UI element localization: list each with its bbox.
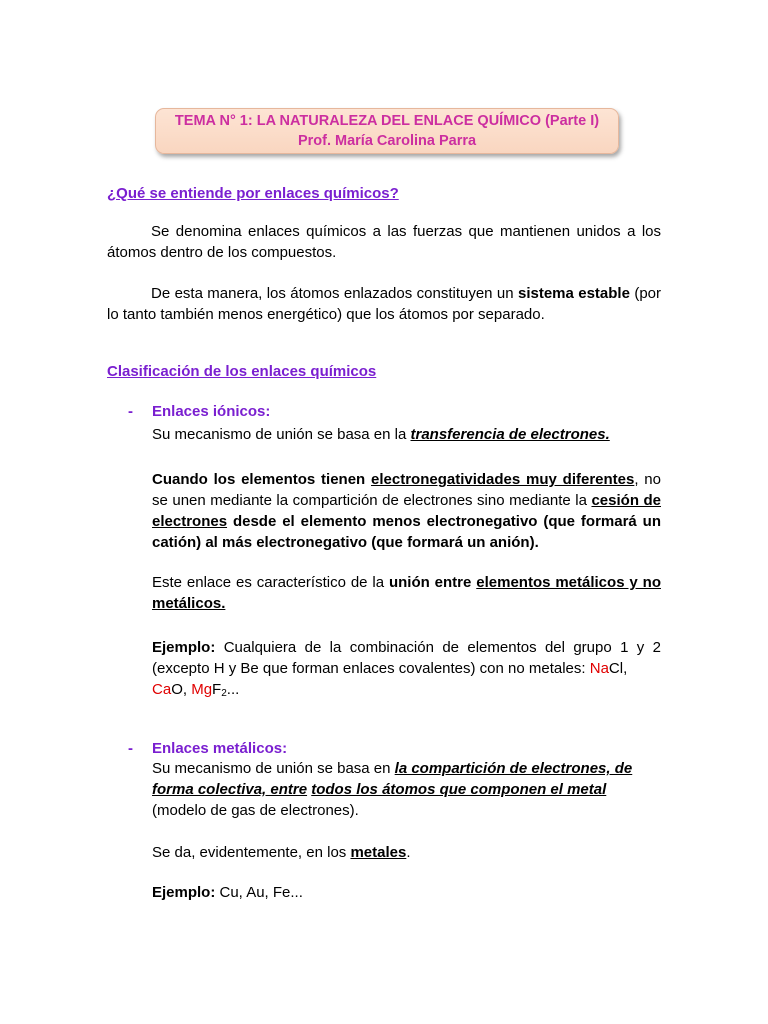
author-name: Prof. María Carolina Parra <box>297 133 477 149</box>
text: Cuando los elementos tienen <box>152 471 372 488</box>
text: (modelo de gas de electrones). <box>152 802 359 819</box>
ionic-mechanism <box>152 424 610 445</box>
text: desde el elemento menos electronegativo (que formará un catión) al más electronegativo (que formará un anión). <box>152 513 661 551</box>
ionic-example-paragraph <box>152 637 661 700</box>
transfer-term: transferencia de electrones. <box>410 426 610 443</box>
cesion-term: cesión de electrones <box>152 492 661 530</box>
ellipsis: ... <box>226 681 240 698</box>
title-box <box>155 108 619 154</box>
electronegativity-term: electronegatividades muy diferentes <box>371 471 635 488</box>
metallic-example <box>152 882 303 903</box>
separator: , <box>182 681 192 698</box>
example-label: Ejemplo: <box>152 639 216 656</box>
ionic-characteristic-paragraph <box>152 572 661 614</box>
metales-term: metales <box>350 844 407 861</box>
text: Su mecanismo de unión se basa en <box>152 760 395 777</box>
section-heading-definition: ¿Qué se entiende por enlaces químicos? <box>107 185 399 202</box>
text: De esta manera, los átomos enlazados constituyen un <box>151 285 518 302</box>
text: Se da, evidentemente, en los <box>152 844 351 861</box>
separator: , <box>623 660 628 677</box>
metallic-mechanism <box>152 758 661 821</box>
metallic-bonds-title: Enlaces metálicos: <box>152 740 288 757</box>
list-bullet: - <box>128 740 133 757</box>
ionic-electronegativity-paragraph <box>152 469 661 553</box>
element-cl: Cl <box>608 660 624 677</box>
collective-sharing-term: la compartición de electrones, de forma colectiva, entre <box>152 760 633 798</box>
sistema-estable-term: sistema estable <box>517 285 630 302</box>
text: , no se unen mediante la compartición de electrones sino mediante la <box>152 471 661 509</box>
text: Cu, Au, Fe... <box>215 884 303 901</box>
element-na: Na <box>589 660 609 677</box>
text: Este enlace es característico de la <box>152 574 389 591</box>
ionic-bonds-title: Enlaces iónicos: <box>152 403 271 420</box>
element-ca: Ca <box>152 681 172 698</box>
element-mg: Mg <box>191 681 213 698</box>
definition-paragraph: Se denomina enlaces químicos a las fuerzas que mantienen unidos a los átomos dentro de los compuestos. <box>107 223 661 261</box>
list-bullet: - <box>128 403 133 420</box>
metal-nonmetal-term: elementos metálicos y no metálicos. <box>152 574 661 612</box>
subscript: 2 <box>221 688 227 699</box>
element-o: O <box>171 681 183 698</box>
text: unión entre <box>388 574 477 591</box>
text: (por lo tanto también menos energético) que los átomos por separado. <box>107 285 662 323</box>
document-title: TEMA N° 1: LA NATURALEZA DEL ENLACE QUÍMICO (Parte I) <box>174 113 600 129</box>
text: Cualquiera de la combinación de elementos del grupo 1 y 2 (excepto H y Be que forman enlaces covalentes) con no metales: <box>152 639 661 677</box>
all-atoms-term: todos los átomos que componen el metal <box>311 781 607 798</box>
element-f: F <box>212 681 222 698</box>
stability-paragraph <box>107 283 661 325</box>
text: Su mecanismo de unión se basa en la <box>152 426 411 443</box>
text: . <box>406 844 411 861</box>
metallic-occurrence <box>152 842 411 863</box>
example-label: Ejemplo: <box>152 884 216 901</box>
section-heading-classification: Clasificación de los enlaces químicos <box>107 363 377 380</box>
